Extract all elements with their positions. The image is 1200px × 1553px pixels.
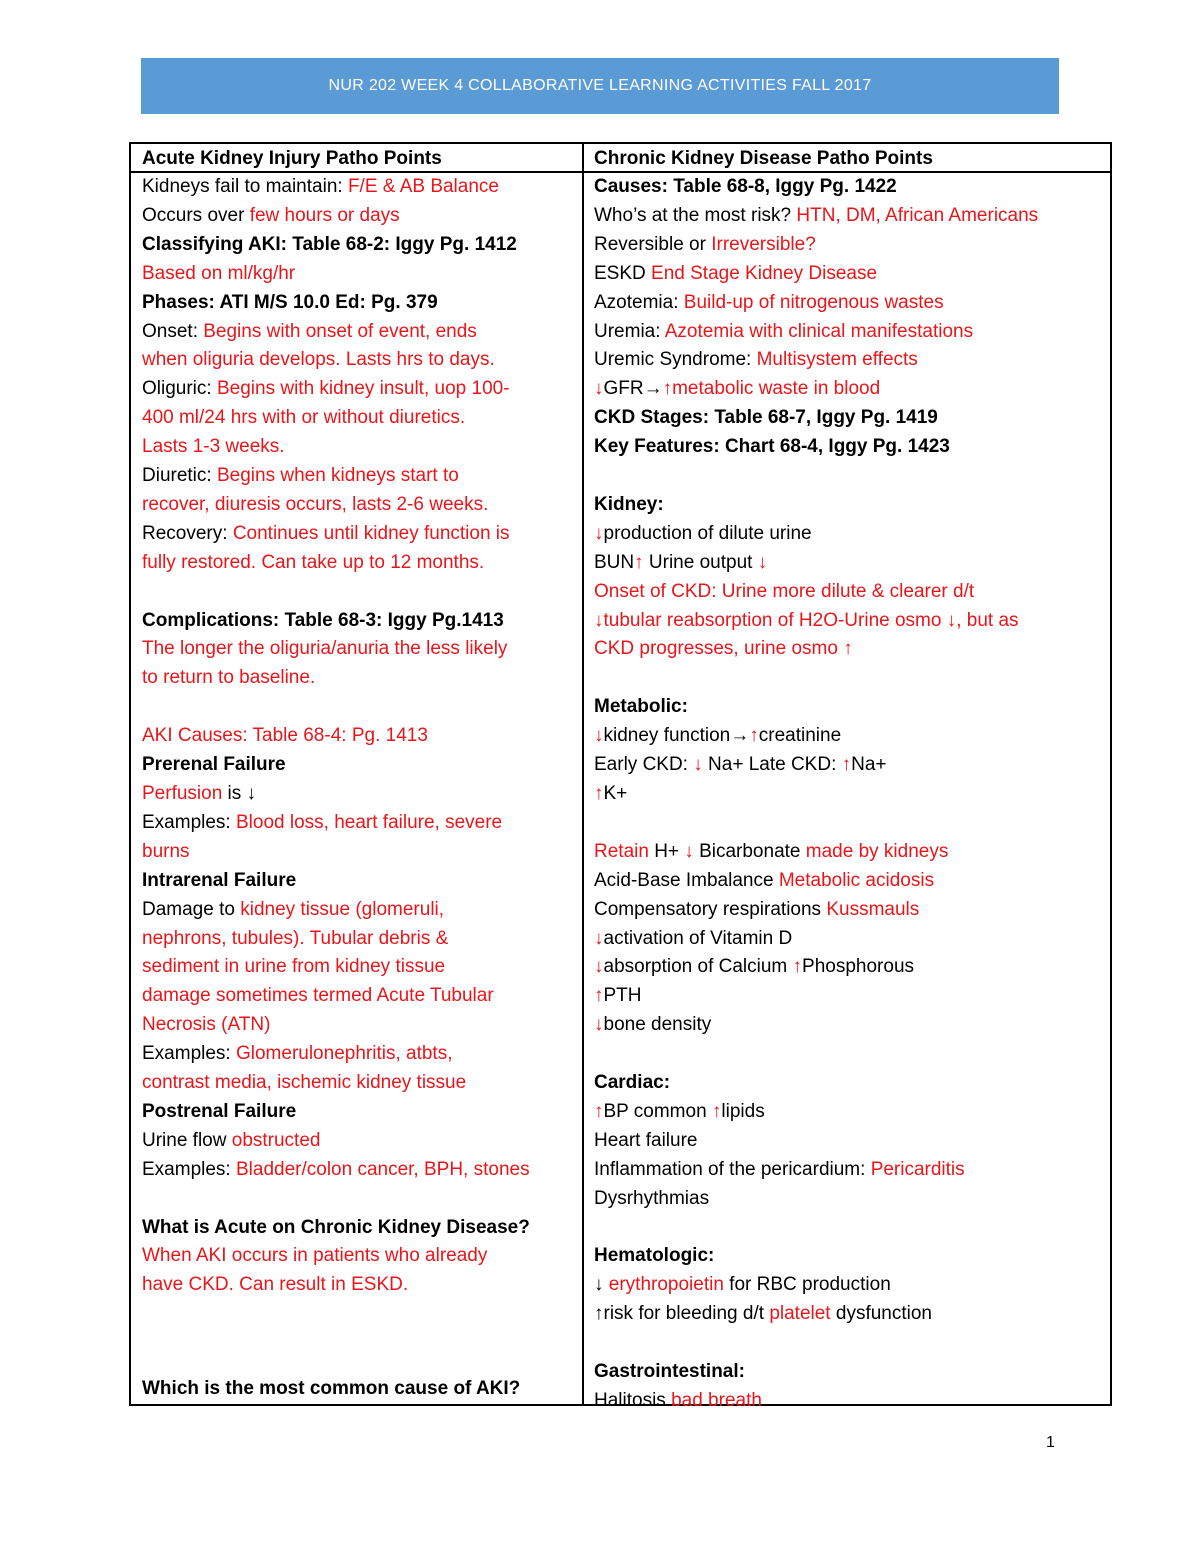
highlighted-text: ↑ (792, 956, 803, 978)
text-line (594, 925, 1110, 954)
document-title: NUR 202 WEEK 4 COLLABORATIVE LEARNING ACTIVITIES FALL 2017 (328, 77, 872, 94)
highlighted-text: CKD progresses, urine osmo ↑ (594, 638, 853, 660)
highlighted-text: platelet (769, 1303, 831, 1325)
highlighted-text: ↓ (594, 956, 604, 978)
highlighted-text: nephrons, tubules). Tubular debris & (142, 927, 449, 949)
text-segment: dysfunction (830, 1303, 932, 1325)
patho-points-table (129, 142, 1112, 1411)
highlighted-text: Kussmauls (826, 898, 920, 920)
text-line (594, 635, 1110, 664)
aki-column-header: Acute Kidney Injury Patho Points (142, 148, 442, 169)
text-segment: Reversible or (594, 233, 712, 255)
text-segment: H+ (648, 840, 685, 862)
text-line (594, 260, 1110, 289)
highlighted-text: Metabolic acidosis (778, 869, 935, 891)
text-segment: Compensatory respirations (594, 898, 827, 920)
bold-text: Complications: Table 68-3: Iggy Pg.1413 (142, 609, 504, 631)
highlighted-text: ↓ (594, 378, 604, 400)
text-segment: Examples: (142, 811, 236, 833)
text-line (142, 1011, 578, 1040)
text-line (142, 896, 578, 925)
bold-text: Gastrointestinal: (594, 1361, 745, 1383)
text-line (142, 1156, 578, 1185)
highlighted-text: End Stage Kidney Disease (651, 262, 878, 284)
text-segment: Halitosis (594, 1389, 672, 1411)
ckd-lines (594, 173, 1110, 1416)
text-line (594, 953, 1110, 982)
text-segment: production of dilute urine (603, 522, 812, 544)
text-line (594, 1011, 1110, 1040)
text-line (594, 404, 1110, 433)
text-segment: Early CKD: (594, 754, 694, 776)
text-line (594, 867, 1110, 896)
document-title-banner (141, 58, 1059, 114)
highlighted-text: sediment in urine from kidney tissue (142, 956, 446, 978)
bold-text: Intrarenal Failure (142, 869, 297, 891)
text-line (142, 1185, 578, 1214)
highlighted-text: ↑ (634, 551, 644, 573)
text-line (142, 1214, 578, 1243)
text-segment: activation of Vitamin D (603, 927, 793, 949)
text-line (142, 1242, 578, 1271)
highlighted-text: Perfusion (142, 783, 223, 804)
highlighted-text: burns (142, 840, 190, 862)
highlighted-text: HTN, DM, African Americans (796, 204, 1039, 226)
aki-common-cause-question: Which is the most common cause of AKI? (142, 1378, 521, 1400)
text-line (594, 1156, 1110, 1185)
text-segment: Who’s at the most risk? (594, 204, 797, 226)
bold-text: Cardiac: (594, 1072, 671, 1094)
text-line (142, 693, 578, 722)
text-line (142, 751, 578, 780)
highlighted-text: fully restored. Can take up to 12 months. (142, 551, 485, 573)
text-segment: PTH (603, 985, 642, 1007)
bold-text: Metabolic: (594, 696, 688, 718)
text-segment: Inflammation of the pericardium: (594, 1158, 871, 1180)
text-line (142, 1069, 578, 1098)
text-line (594, 578, 1110, 607)
text-segment: Urine flow (142, 1129, 232, 1151)
text-line (142, 1040, 578, 1069)
text-line (142, 375, 578, 404)
highlighted-text: ↓ (594, 725, 604, 747)
text-segment: Uremic Syndrome: (594, 349, 757, 371)
highlighted-text: ↓ (693, 754, 703, 776)
highlighted-text: Pericarditis (870, 1158, 965, 1180)
highlighted-text: Bladder/colon cancer, BPH, stones (235, 1158, 530, 1180)
text-segment: Heart failure (594, 1129, 698, 1151)
highlighted-text: damage sometimes termed Acute Tubular (142, 985, 494, 1007)
highlighted-text: Based on ml/kg/hr (142, 262, 296, 284)
highlighted-text: ↓ (594, 1014, 604, 1036)
highlighted-text: Begins with onset of event, ends (203, 320, 477, 342)
highlighted-text: ↓ (594, 927, 604, 949)
text-line (594, 433, 1110, 462)
text-line (594, 1185, 1110, 1214)
highlighted-text: contrast media, ischemic kidney tissue (142, 1072, 467, 1094)
aki-lines (142, 173, 578, 1300)
bold-text: Key Features: Chart 68-4, Iggy Pg. 1423 (594, 436, 950, 458)
text-line (594, 346, 1110, 375)
highlighted-text: Lasts 1-3 weeks. (142, 436, 285, 458)
text-line (142, 838, 578, 867)
page-number: 1 (1046, 1434, 1055, 1451)
text-line (594, 1271, 1110, 1300)
text-line (594, 809, 1110, 838)
bold-text: Phases: ATI M/S 10.0 Ed: Pg. 379 (142, 291, 438, 313)
text-line (142, 462, 578, 491)
text-line (594, 722, 1110, 751)
highlighted-text: Onset of CKD: Urine more dilute & clearer d/t (594, 580, 975, 602)
text-line (142, 202, 578, 231)
text-line (594, 318, 1110, 347)
highlighted-text: bad breath (671, 1389, 762, 1411)
text-segment: Occurs over (142, 204, 250, 226)
text-line (594, 1387, 1110, 1416)
highlighted-text: The longer the oliguria/anuria the less likely (142, 638, 508, 660)
text-segment: Dysrhythmias (594, 1187, 710, 1209)
text-segment: absorption of Calcium (603, 956, 793, 978)
text-segment: is ↓ (222, 783, 257, 804)
highlighted-text: ↑ (749, 725, 759, 747)
text-segment: Damage to (142, 898, 241, 920)
highlighted-text: ↓ (757, 551, 768, 573)
text-line (142, 953, 578, 982)
highlighted-text: ↑ (594, 985, 604, 1007)
highlighted-text: When AKI occurs in patients who already (142, 1245, 488, 1267)
text-segment: bone density (603, 1014, 712, 1036)
highlighted-text: Begins when kidneys start to (216, 465, 459, 487)
text-line (594, 491, 1110, 520)
bold-text: Postrenal Failure (142, 1100, 297, 1122)
text-segment: Na+ Late CKD: (702, 754, 842, 776)
text-line (594, 549, 1110, 578)
text-line (594, 202, 1110, 231)
text-segment: Examples: (142, 1158, 236, 1180)
text-line (594, 1358, 1110, 1387)
text-line (594, 780, 1110, 809)
text-line (594, 520, 1110, 549)
text-line (142, 722, 578, 751)
text-line (142, 173, 578, 202)
highlighted-text: recover, diuresis occurs, lasts 2-6 weeks. (142, 493, 489, 515)
text-line (594, 896, 1110, 925)
text-line (142, 404, 578, 433)
text-segment: kidney function→ (603, 725, 750, 747)
text-segment: Acid-Base Imbalance (594, 869, 779, 891)
text-line (142, 809, 578, 838)
bold-text: CKD Stages: Table 68-7, Iggy Pg. 1419 (594, 407, 938, 429)
text-line (594, 375, 1110, 404)
text-segment: K+ (603, 783, 628, 804)
text-line (594, 1242, 1110, 1271)
text-segment: ↓ (594, 1274, 609, 1296)
text-line (142, 925, 578, 954)
text-line (594, 289, 1110, 318)
ckd-column-header: Chronic Kidney Disease Patho Points (594, 148, 933, 169)
bold-text: Kidney: (594, 493, 664, 515)
text-line (594, 1040, 1110, 1069)
text-line (594, 1329, 1110, 1358)
text-line (142, 289, 578, 318)
highlighted-text: Azotemia with clinical manifestations (664, 320, 974, 342)
text-segment: Diuretic: (142, 465, 217, 487)
highlighted-text: 400 ml/24 hrs with or without diuretics. (142, 407, 466, 429)
highlighted-text: few hours or days (249, 204, 400, 226)
text-line (594, 664, 1110, 693)
column-divider (582, 144, 584, 1404)
bold-text: Classifying AKI: Table 68-2: Iggy Pg. 1412 (142, 233, 517, 255)
text-segment: Oliguric: (142, 378, 217, 400)
highlighted-text: to return to baseline. (142, 667, 316, 689)
highlighted-text: ↑ (711, 1100, 722, 1122)
text-line (594, 693, 1110, 722)
text-line (594, 1098, 1110, 1127)
highlighted-text: ↑ (841, 754, 852, 776)
text-segment: Onset: (142, 320, 204, 342)
text-line (594, 462, 1110, 491)
text-line (594, 1127, 1110, 1156)
text-line (594, 838, 1110, 867)
text-line (594, 173, 1110, 202)
text-segment: lipids (721, 1100, 765, 1122)
text-segment: GFR→ (603, 378, 663, 400)
text-line (142, 1271, 578, 1300)
text-line (142, 607, 578, 636)
text-line (142, 867, 578, 896)
highlighted-text: Continues until kidney function is (232, 522, 510, 544)
highlighted-text: made by kidneys (805, 840, 949, 862)
text-line (142, 664, 578, 693)
text-line (594, 607, 1110, 636)
highlighted-text: Irreversible? (711, 233, 816, 255)
text-segment: ↑risk for bleeding d/t (594, 1303, 770, 1325)
text-line (142, 635, 578, 664)
text-segment: Uremia: (594, 320, 665, 342)
text-segment: BUN (594, 551, 635, 573)
text-segment: for RBC production (723, 1274, 891, 1296)
text-line (594, 751, 1110, 780)
text-segment: Na+ (851, 754, 887, 776)
text-line (594, 1069, 1110, 1098)
text-segment: Urine output (643, 551, 758, 573)
highlighted-text: AKI Causes: Table 68-4: Pg. 1413 (142, 725, 428, 747)
ckd-column (594, 144, 1110, 1411)
text-segment: Recovery: (142, 522, 233, 544)
text-line (142, 780, 578, 809)
bold-text: Causes: Table 68-8, Iggy Pg. 1422 (594, 176, 897, 197)
text-line (142, 578, 578, 607)
text-segment: creatinine (758, 725, 842, 747)
text-line (142, 520, 578, 549)
highlighted-text: Build-up of nitrogenous wastes (683, 291, 944, 313)
text-line (594, 1300, 1110, 1329)
text-line (142, 433, 578, 462)
text-segment: Azotemia: (594, 291, 684, 313)
text-line (142, 346, 578, 375)
text-line (142, 231, 578, 260)
text-line (142, 318, 578, 347)
highlighted-text: ↑ (594, 783, 604, 804)
highlighted-text: ↓ (684, 840, 694, 862)
text-line (594, 1214, 1110, 1243)
text-segment: BP common (603, 1100, 712, 1122)
highlighted-text: Retain (594, 840, 649, 862)
text-line (142, 549, 578, 578)
bold-text: Hematologic: (594, 1245, 715, 1267)
text-segment: Bicarbonate (693, 840, 806, 862)
highlighted-text: when oliguria develops. Lasts hrs to days. (142, 349, 495, 371)
text-line (594, 982, 1110, 1011)
text-line (142, 982, 578, 1011)
text-segment: Kidneys fail to maintain: (142, 176, 348, 197)
text-segment: ESKD (594, 262, 652, 284)
highlighted-text: ↑metabolic waste in blood (662, 378, 881, 400)
aki-column (142, 144, 578, 1404)
text-line (142, 1127, 578, 1156)
highlighted-text: F/E & AB Balance (347, 176, 499, 197)
highlighted-text: ↑ (594, 1100, 604, 1122)
bold-text: What is Acute on Chronic Kidney Disease? (142, 1216, 530, 1238)
highlighted-text: have CKD. Can result in ESKD. (142, 1274, 409, 1296)
bold-text: Prerenal Failure (142, 754, 286, 776)
text-segment: Phosphorous (802, 956, 915, 978)
text-line (142, 260, 578, 289)
highlighted-text: Glomerulonephritis, atbts, (235, 1043, 453, 1065)
highlighted-text: Necrosis (ATN) (142, 1014, 271, 1036)
highlighted-text: erythropoietin (608, 1274, 724, 1296)
text-line (594, 231, 1110, 260)
highlighted-text: kidney tissue (glomeruli, (240, 898, 445, 920)
text-line (142, 491, 578, 520)
text-line (142, 1098, 578, 1127)
highlighted-text: ↓tubular reabsorption of H2O-Urine osmo ↓, but as (594, 609, 1019, 631)
text-segment: Examples: (142, 1043, 236, 1065)
highlighted-text: Multisystem effects (756, 349, 918, 371)
highlighted-text: ↓ (594, 522, 604, 544)
highlighted-text: obstructed (231, 1129, 321, 1151)
highlighted-text: Blood loss, heart failure, severe (235, 811, 503, 833)
highlighted-text: Begins with kidney insult, uop 100- (216, 378, 510, 400)
